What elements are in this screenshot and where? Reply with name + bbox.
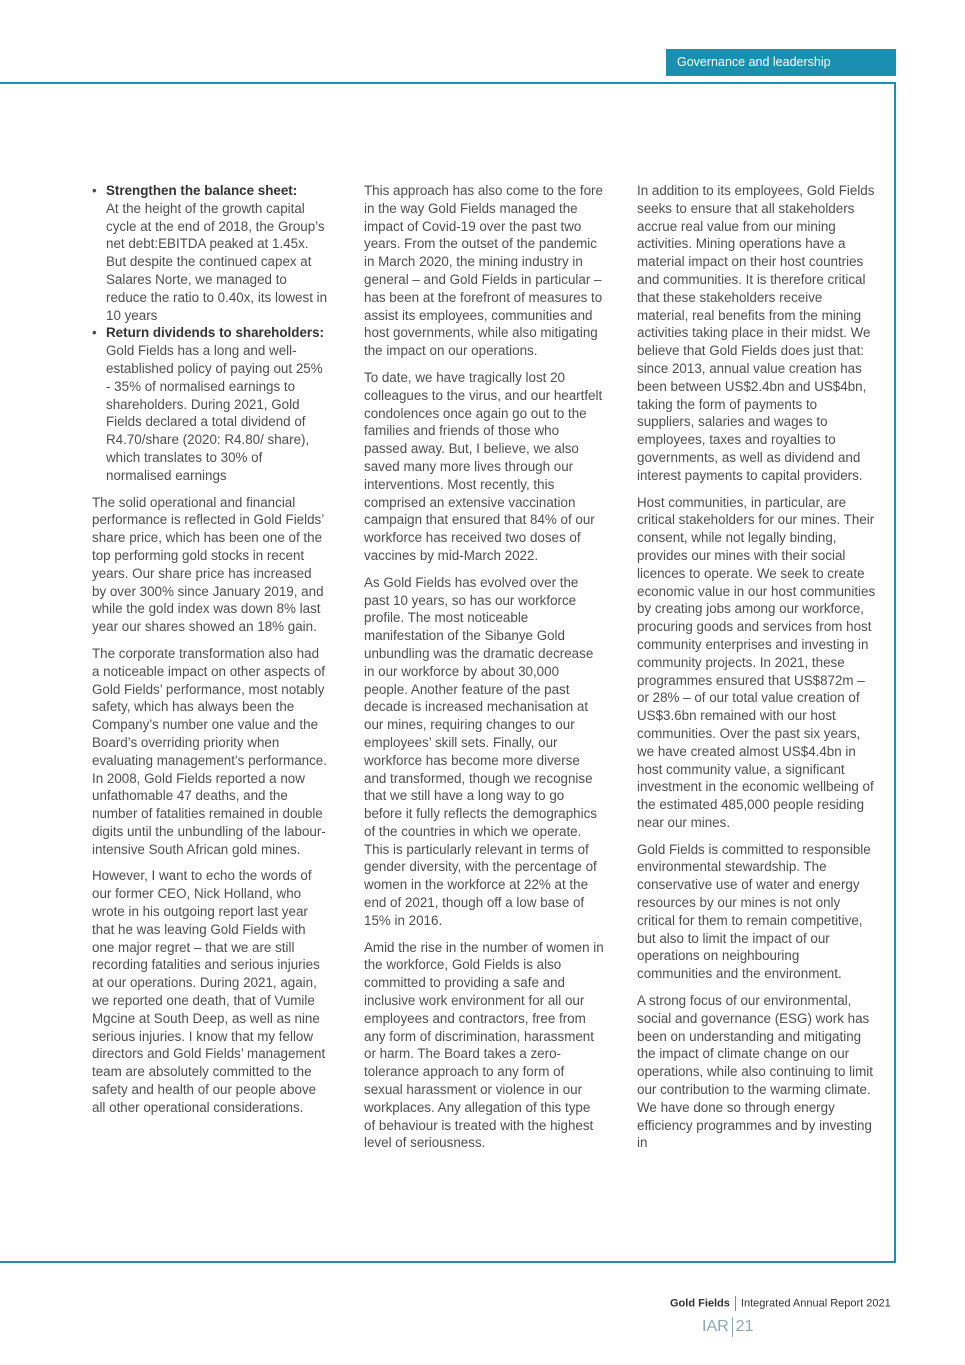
footer-brand xyxy=(670,1296,891,1311)
frame-right-rule xyxy=(894,82,896,1263)
paragraph: Amid the rise in the number of women in the workforce, Gold Fields is also committed to providing a safe and inclusive work environment for all our employees and contractors, free from any form of discrimination, harassment or harm. The Board takes a zero-tolerance approach to any form of sexual harassment or violence in our workplaces. Any allegation of this type of behaviour is treated with the highest level of seriousness. xyxy=(364,939,604,1151)
bullet-balance-sheet xyxy=(92,182,328,324)
bullet-dividends xyxy=(92,324,328,484)
paragraph: The solid operational and financial performance is reflected in Gold Fields’ share price, which has been one of the top performing gold stocks in recent years. Our share price has increased by over 300% since January 2019, and while the gold index was down 8% last year our shares showed an 18% gain. xyxy=(92,494,324,635)
paragraph: Host communities, in particular, are critical stakeholders for our mines. Their consent, while not legally binding, provides our mines with their social licences to operate. We seek to create economic value in our host communities by creating jobs among our workforce, procuring goods and services from host community enterprises and investing in community projects. In 2021, these programmes ensured that US$872m – or 28% – of our total value creation of US$3.6bn remained with our host communities. Over the past six years, we have created almost US$4.4bn in host community value, a significant investment in the economic wellbeing of the estimated 485,000 people residing near our mines. xyxy=(637,494,876,830)
bullet-list xyxy=(92,182,328,485)
page-label: IAR xyxy=(702,1318,729,1336)
frame-top-rule xyxy=(0,82,896,84)
column-1 xyxy=(92,182,328,1126)
column-3 xyxy=(637,182,877,1161)
paragraph: This approach has also come to the fore in the way Gold Fields managed the impact of Covid-19 over the past two years. From the outset of the pandemic in March 2020, the mining industry in general – and Gold Fields in particular – has been at the forefront of measures to assist its employees, communities and host governments, while also mitigating the impact on our operations. xyxy=(364,183,603,359)
paragraph: However, I want to echo the words of our former CEO, Nick Holland, who wrote in his outgoing report last year that he was leaving Gold Fields with one major regret – that we are still recording fatalities and serious injuries at our operations. During 2021, again, we reported one death, that of Vumile Mgcine at South Deep, as well as nine serious injuries. I know that my fellow directors and Gold Fields’ management team are absolutely committed to the safety and health of our people above all other operational considerations. xyxy=(92,868,326,1115)
column-2 xyxy=(364,182,604,1161)
report-title: Integrated Annual Report 2021 xyxy=(740,1297,891,1310)
page-divider xyxy=(732,1317,733,1337)
paragraph: The corporate transformation also had a noticeable impact on other aspects of Gold Fields’ performance, most notably safety, which has always been the Company’s number one value and the Board’s overriding priority when evaluating management’s performance. In 2008, Gold Fields reported a now unfathomable 47 deaths, and the number of fatalities remained in double digits until the unbundling of the labour-intensive South African gold mines. xyxy=(92,645,327,857)
bullet-heading: Strengthen the balance sheet: xyxy=(106,183,298,198)
section-tab: Governance and leadership xyxy=(666,49,896,76)
brand-name: Gold Fields xyxy=(670,1297,730,1310)
paragraph: Gold Fields is committed to responsible environmental stewardship. The conservative use of water and energy resources by our mines is not only critical for them to remain competitive, but also to limit the impact of our operations on neighbouring communities and the environment. xyxy=(637,841,871,982)
paragraph: A strong focus of our environmental, social and governance (ESG) work has been on understanding and mitigating the impact of climate change on our operations, while also continuing to limit our contribution to the warming climate. We have done so through energy efficiency programmes and by investing in xyxy=(637,993,873,1151)
paragraph: In addition to its employees, Gold Fields seeks to ensure that all stakeholders accrue real value from our mining activities. Mining operations have a material impact on their host countries and communities. It is therefore critical that these stakeholders receive material, real benefits from the mining activities taking place in their midst. We believe that Gold Fields does just that: since 2013, annual value creation has been between US$2.4bn and US$4bn, taking the form of payments to suppliers, salaries and wages to employees, taxes and royalties to governments, as well as dividend and interest payments to capital providers. xyxy=(637,183,875,483)
bullet-heading: Return dividends to shareholders: xyxy=(106,325,325,341)
bullet-text: At the height of the growth capital cycle at the end of 2018, the Group’s net debt:EBITDA peaked at 1.45x. But despite the continued capex at Salares Norte, we managed to reduce the ratio to 0.40x, its lowest in 10 years xyxy=(106,200,328,323)
paragraph: To date, we have tragically lost 20 colleagues to the virus, and our heartfelt condolences once again go out to the families and friends of those who passed away. But, I believe, we also saved many more lives through our interventions. Most recently, this comprised an extensive vaccination campaign that ensured that 84% of our workforce has received two doses of vaccines by mid-March 2022. xyxy=(364,369,603,563)
paragraph: As Gold Fields has evolved over the past 10 years, so has our workforce profile. The most noticeable manifestation of the Sibanye Gold unbundling was the dramatic decrease in our workforce by about 30,000 people. Another feature of the past decade is increased mechanisation at our mines, requiring changes to our employees’ skill sets. Finally, our workforce has become more diverse and transformed, though we recognise that we still have a long way to go before it fully reflects the demographics of the countries in which we operate. This is particularly relevant in terms of gender diversity, with the percentage of women in the workforce at 22% at the end of 2021, though off a low base of 15% in 2016. xyxy=(364,574,597,928)
frame-bottom-rule xyxy=(0,1261,896,1263)
bullet-text: Gold Fields has a long and well-established policy of paying out 25% - 35% of normalised earnings to shareholders. During 2021, Gold Fields declared a total dividend of R4.70/share (2020: R4.80/ share), which translates to 30% of normalised earnings xyxy=(106,343,323,483)
page-indicator xyxy=(702,1317,753,1337)
footer-divider xyxy=(735,1296,736,1311)
page-number: 21 xyxy=(735,1318,754,1336)
